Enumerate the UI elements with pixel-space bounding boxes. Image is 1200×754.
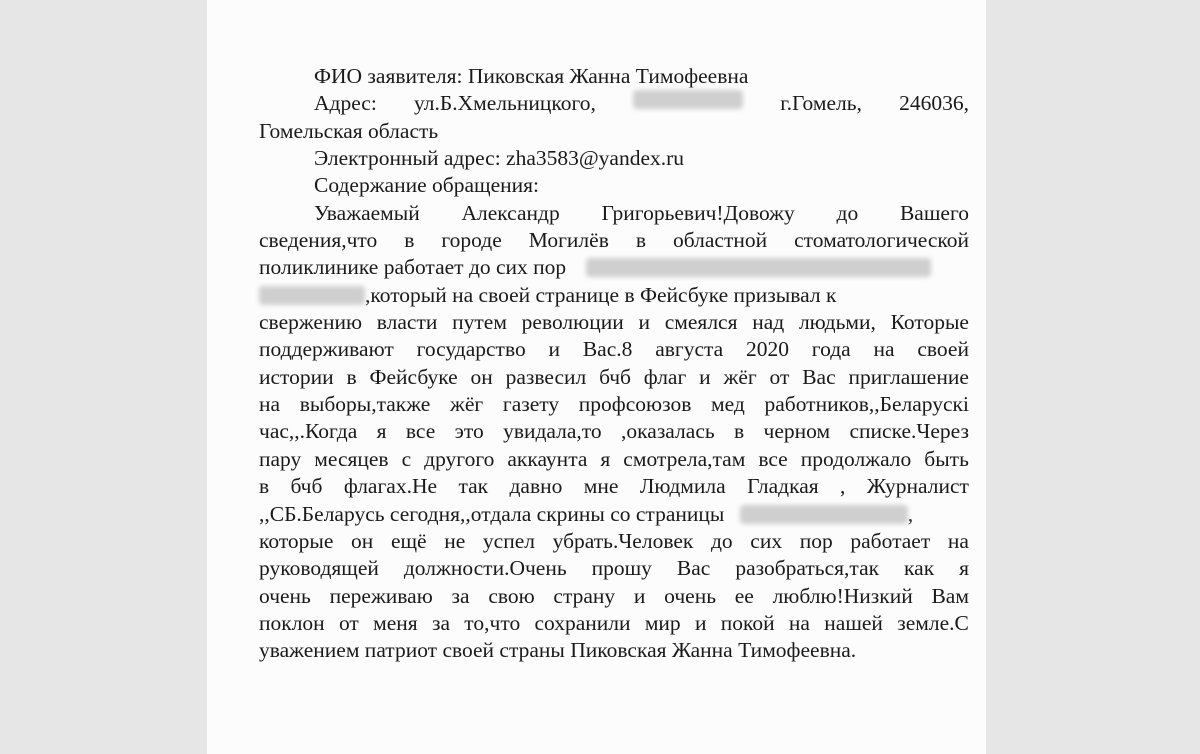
left-margin-background — [0, 0, 207, 754]
redacted-doctor-name — [586, 258, 931, 277]
body-line-11: в бчб флагах.Не так давно мне Людмила Гладкая , Журналист — [259, 474, 969, 499]
body-line-9: час,,.Когда я все это увидала,то ,оказалась в черном списке.Через — [259, 419, 969, 444]
body-line-3 — [259, 254, 969, 281]
redacted-page-name — [740, 505, 908, 524]
right-margin-background — [986, 0, 1200, 754]
address-label: Адрес: — [314, 91, 377, 116]
redacted-doctor-surname — [259, 286, 365, 305]
postal-code-text: 246036, — [899, 91, 969, 116]
body-line-16: поклон от меня за то,что сохранили мир и покой на нашей земле.С — [259, 610, 969, 635]
body-line-14: руководящей должности.Очень прошу Вас разобраться,так как я — [259, 556, 969, 581]
region-line: Гомельская область — [259, 118, 439, 143]
street-text: ул.Б.Хмельницкого, — [413, 91, 596, 116]
body-line-12-text: ,,СБ.Беларусь сегодня,,отдала скрины со страницы — [259, 501, 725, 526]
body-line-12-comma: , — [907, 501, 914, 526]
body-line-15: очень переживаю за свою страну и очень ее люблю!Низкий Вам — [259, 583, 969, 608]
body-line-7: истории в Фейсбуке он развесил бчб флаг и жёг от Вас приглашение — [259, 364, 969, 389]
redacted-house-number — [633, 90, 743, 109]
content-heading-line: Содержание обращения: — [314, 173, 539, 198]
applicant-name-line: ФИО заявителя: Пиковская Жанна Тимофеевна — [314, 64, 749, 88]
signature-line: уважением патриот своей страны Пиковская Жанна Тимофеевна. — [259, 638, 857, 663]
address-line — [259, 90, 969, 117]
greeting-line: Уважаемый Александр Григорьевич!Довожу до Вашего — [314, 200, 969, 225]
city-text: г.Гомель, — [780, 91, 862, 116]
body-line-13: которые он ещё не успел убрать.Человек до сих пор работает на — [259, 528, 969, 553]
body-line-3-text: поликлинике работает до сих пор — [259, 255, 567, 280]
body-line-6: поддерживают государство и Вас.8 августа 2020 года на своей — [259, 337, 969, 362]
document-text — [259, 63, 969, 665]
body-line-4-text: ,который на своей странице в Фейсбуке призывал к — [365, 282, 837, 307]
body-line-10: пару месяцев с другого аккаунта я смотрела,там все продолжало быть — [259, 446, 969, 471]
body-line-2: сведения,что в городе Могилёв в областной стоматологической — [259, 228, 969, 253]
email-line: Электронный адрес: zha3583@yandex.ru — [314, 146, 685, 171]
body-line-12 — [259, 501, 969, 528]
body-line-4 — [259, 282, 969, 309]
body-line-8: на выборы,также жёг газету профсоюзов мед работников,,Беларускі — [259, 392, 969, 417]
body-line-5: свержению власти путем революции и смеялся над людьми, Которые — [259, 310, 969, 335]
